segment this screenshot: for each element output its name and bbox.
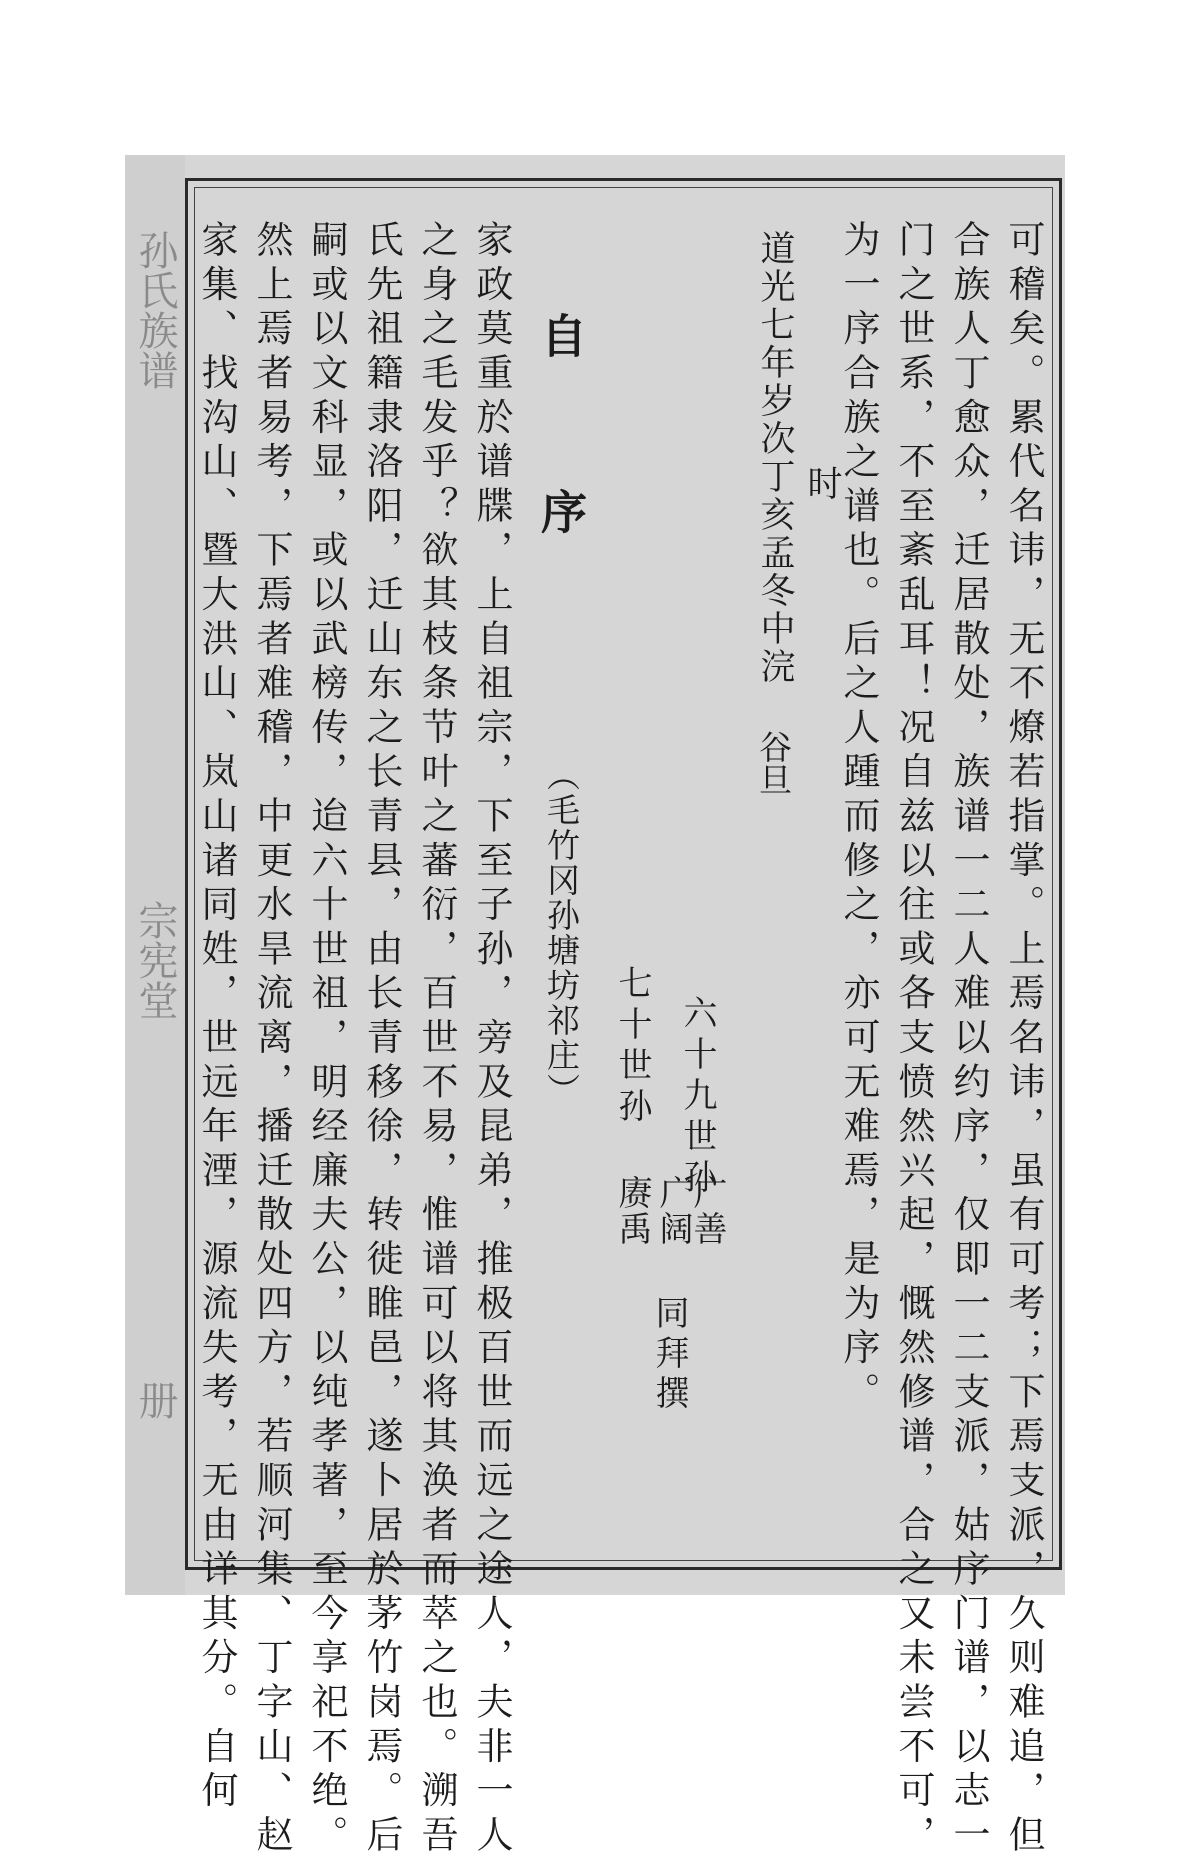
self-preface-column-3: 氏先祖籍隶洛阳，迁山东之长青县，由长青移徐，转徙睢邑，遂卜居於茅竹岗焉。后: [360, 220, 403, 1859]
preface-column-2: 合族人丁愈众，迁居散处，族谱一二人难以约序，仅即一二支派，姑序门谱，以志一: [947, 220, 990, 1859]
signer-generation-69: 六十九世孙: [677, 995, 717, 1200]
preface-column-3: 门之世系，不至紊乱耳！况自兹以往或各支愤然兴起，慨然修谱，合之又未尝不可，: [892, 220, 935, 1859]
self-preface-column-2: 之身之毛发乎？欲其枝条节叶之蕃衍，百世不易，惟谱可以将其涣者而萃之也。溯吾: [415, 220, 458, 1859]
self-preface-subtitle: （毛竹冈孙塘坊祁庄）: [542, 758, 581, 1108]
self-preface-column-5: 然上焉者易考，下焉者难稽，中更水旱流离，播迁散处四方，若顺河集、丁字山、赵: [250, 220, 293, 1859]
spine-hall-name: 宗宪堂: [132, 900, 178, 1020]
self-preface-title-char-2: 序: [534, 488, 588, 534]
self-preface-column-6: 家集、找沟山、暨大洪山、岚山诸同姓，世远年湮，源流失考，无由详其分。自何: [195, 220, 238, 1815]
signer-names-69: 广善 广阔: [653, 1175, 727, 1247]
signer-generation-70: 七十世孙: [612, 965, 652, 1129]
preface-time-marker: 时: [802, 465, 842, 500]
spine-volume: 册: [132, 1380, 178, 1420]
spine-title: 孙氏族谱: [132, 230, 178, 390]
preface-column-4: 为一序合族之谱也。后之人踵而修之，亦可无难焉，是为序。: [837, 220, 880, 1417]
self-preface-title-char-1: 自: [534, 312, 588, 358]
preface-column-1: 可稽矣。累代名讳，无不燎若指掌。上焉名讳，虽有可考；下焉支派，久则难追，但: [1002, 220, 1045, 1859]
preface-date: 道光七年岁次丁亥孟冬中浣: [755, 230, 795, 686]
joint-authorship: 同拜撰: [649, 1295, 689, 1415]
self-preface-title: [534, 312, 588, 534]
signer-names-70: 赓禹: [612, 1175, 652, 1247]
spine-header: [132, 200, 178, 1550]
preface-date-suffix: 谷旦: [754, 730, 793, 796]
self-preface-column-4: 嗣或以文科显，或以武榜传，迨六十世祖，明经廉夫公，以纯孝著，至今享祀不绝。: [305, 220, 348, 1859]
self-preface-column-1: 家政莫重於谱牒，上自祖宗，下至子孙，旁及昆弟，推极百世而远之途人，夫非一人: [470, 220, 513, 1859]
